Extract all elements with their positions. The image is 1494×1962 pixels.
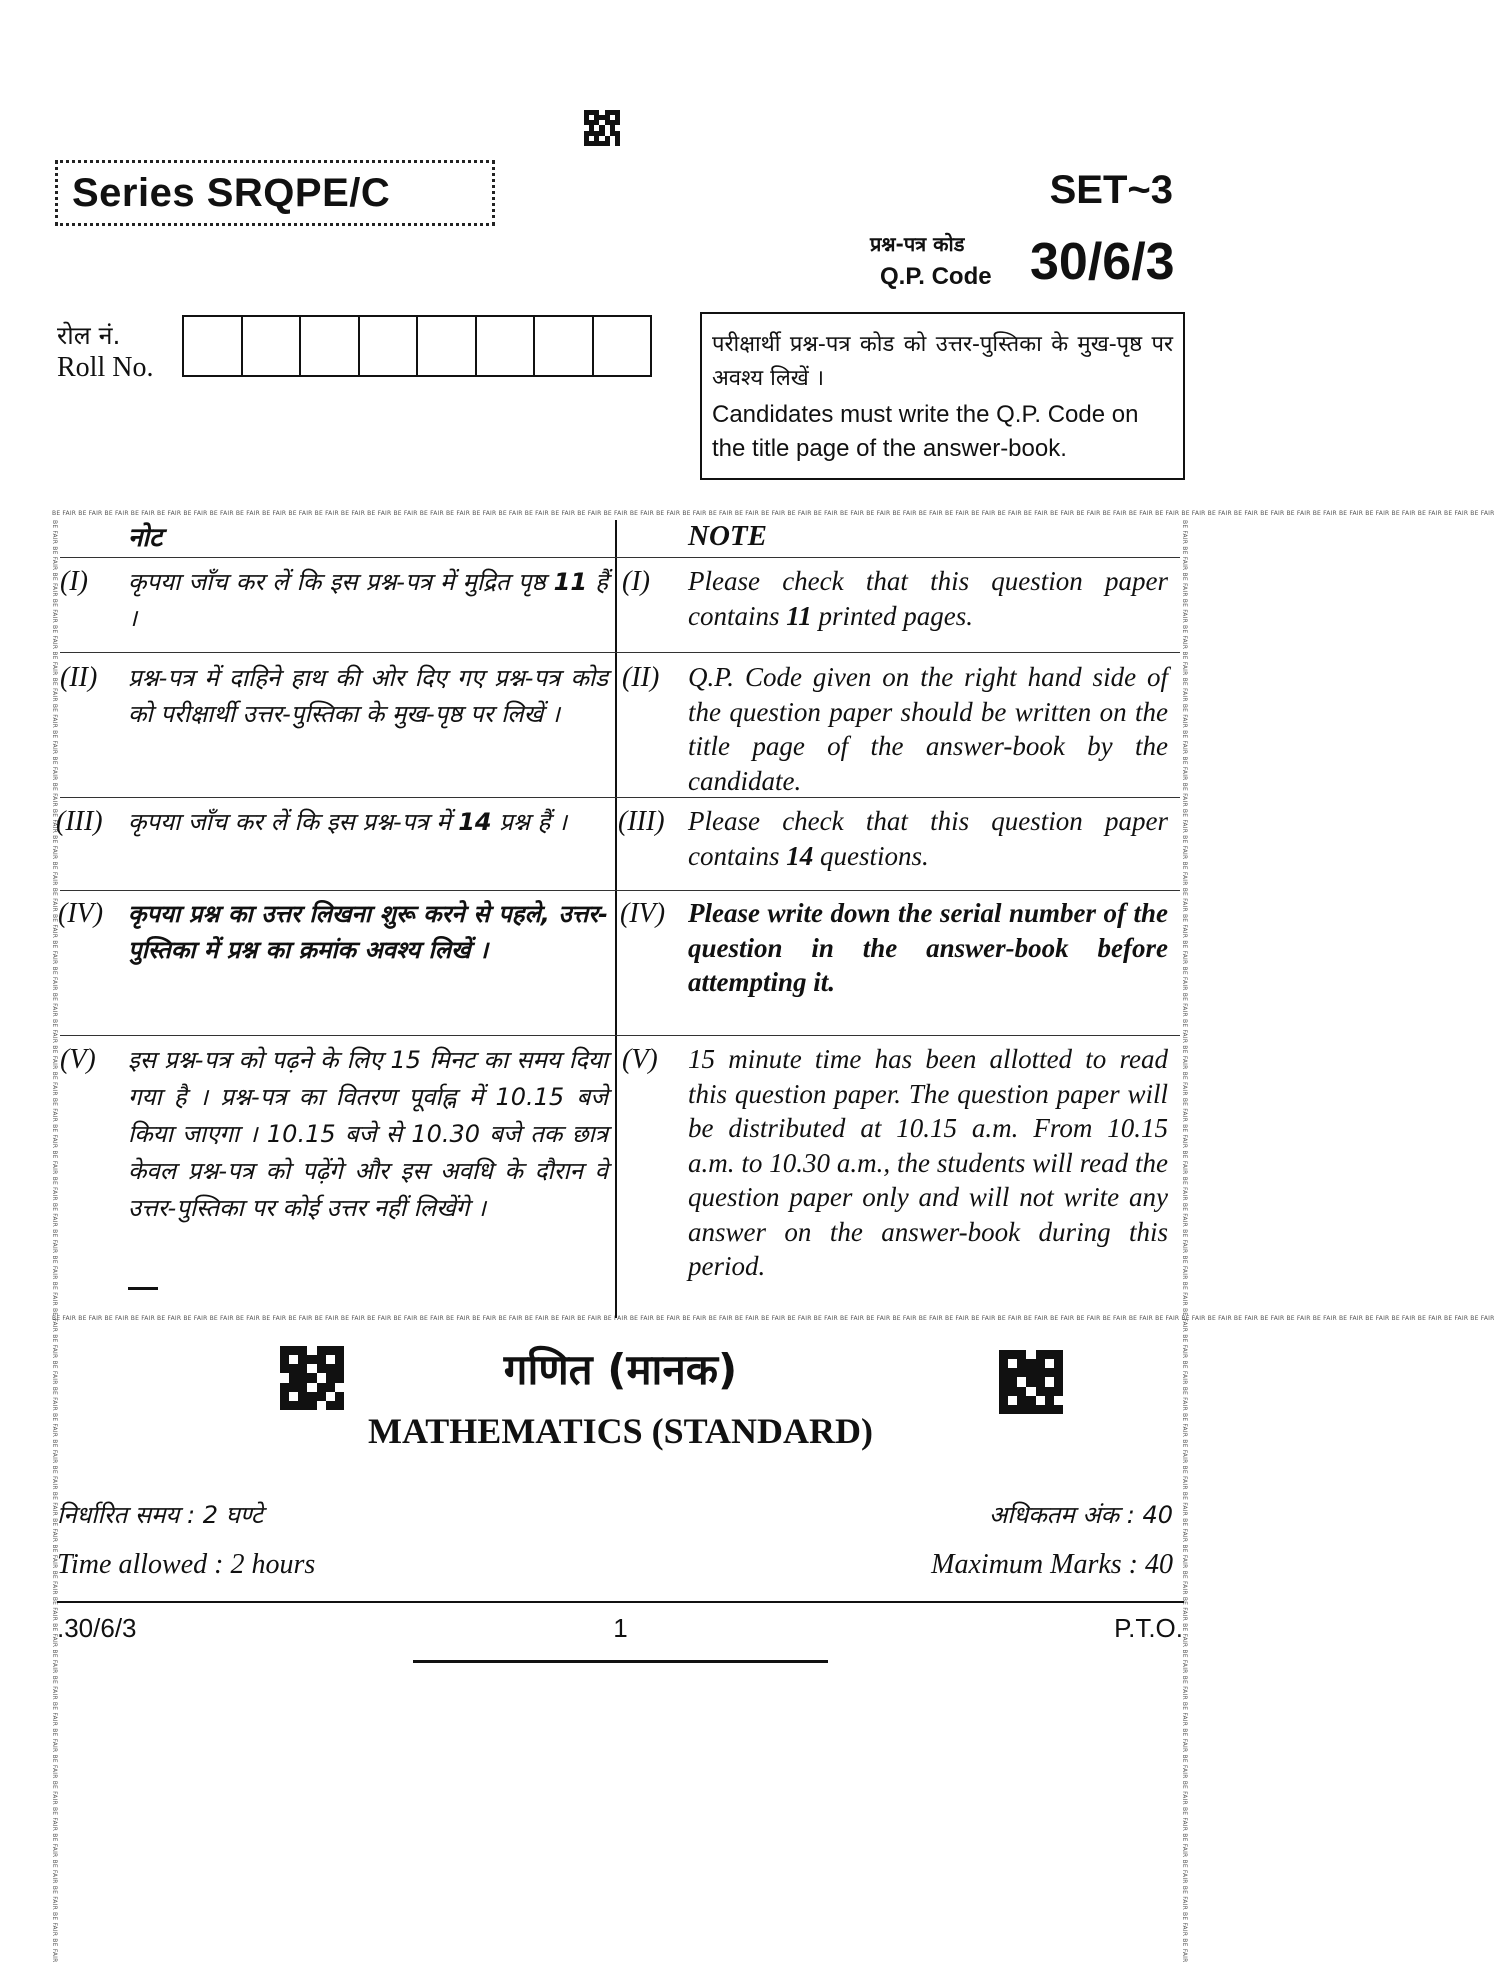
set-label: SET~3 bbox=[1049, 168, 1173, 212]
footer-divider bbox=[57, 1601, 1184, 1603]
roll-label-en: Roll No. bbox=[57, 352, 154, 383]
watermark-border: BE FAIR BE FAIR BE FAIR BE FAIR BE FAIR BE FAIR BE FAIR BE FAIR BE FAIR BE FAIR BE FAIR BE FAIR BE FAIR BE FAIR BE FAIR BE FAIR BE FAIR BE FAIR BE FAIR BE FAIR BE FAIR BE FAIR BE FAIR BE FAIR BE FAIR BE FAIR BE FAIR BE FAIR BE FAIR BE FAIR BE FAIR BE FAIR BE FAIR BE FAIR BE FAIR BE FAIR BE FAIR BE FAIR BE FAIR BE FAIR BE FAIR BE FAIR BE FAIR BE FAIR BE FAIR BE FAIR BE FAIR BE FAIR BE FAIR BE FAIR BE FAIR BE FAIR BE FAIR BE FAIR BE FAIR bbox=[1181, 520, 1188, 1962]
roll-box[interactable] bbox=[301, 315, 360, 377]
row-divider bbox=[60, 557, 1180, 558]
candidate-instruction-box bbox=[700, 312, 1185, 480]
subject-title-en: MATHEMATICS (STANDARD) bbox=[367, 1411, 873, 1451]
roll-box[interactable] bbox=[535, 315, 594, 377]
series-label: Series SRQPE/C bbox=[55, 160, 495, 226]
roll-box[interactable] bbox=[594, 315, 653, 377]
note-item-en: Please check that this question paper contains 14 questions. bbox=[688, 806, 1168, 871]
page-number-underline bbox=[413, 1660, 828, 1663]
item-number: (I) bbox=[60, 566, 88, 597]
candidate-instruction-en: Candidates must write the Q.P. Code on the title page of the answer-book. bbox=[712, 401, 1139, 462]
max-marks-hi: अधिकतम अंक : 40 bbox=[988, 1501, 1173, 1529]
roll-number-boxes[interactable] bbox=[182, 315, 652, 377]
item-number: (III) bbox=[56, 806, 103, 837]
note-item-hi: कृपया जाँच कर लें कि इस प्रश्न-पत्र में 14 प्रश्न हैं । bbox=[128, 808, 567, 836]
row-divider bbox=[60, 652, 1180, 653]
note-heading-hi: नोट bbox=[128, 523, 163, 553]
subject-title-hi: गणित (मानक) bbox=[503, 1345, 738, 1394]
pto-label: P.T.O. bbox=[1114, 1613, 1183, 1643]
note-item-en: Please check that this question paper contains 11 printed pages. bbox=[688, 566, 1168, 631]
note-item-hi: कृपया प्रश्न का उत्तर लिखना शुरू करने से पहले, उत्तर-पुस्तिका में प्रश्न का क्रमांक अवश्य लिखें । bbox=[128, 900, 608, 964]
note-item-hi: कृपया जाँच कर लें कि इस प्रश्न-पत्र में मुद्रित पृष्ठ 11 हैं । bbox=[128, 568, 608, 632]
item-number: (II) bbox=[60, 662, 98, 693]
item-number: (V) bbox=[60, 1044, 96, 1075]
roll-label-hi: रोल नं. bbox=[57, 321, 121, 350]
note-item-en: 15 minute time has been allotted to read this question paper. The question paper will be distributed at 10.15 a.m. From 10.15 a.m. to 10.30 a.m., the students will read the question paper only and will not write any answer on the answer-book during this period. bbox=[688, 1044, 1168, 1281]
column-divider bbox=[615, 520, 617, 1318]
time-allowed-hi: निर्धारित समय : 2 घण्टे bbox=[57, 1501, 264, 1529]
roll-box[interactable] bbox=[477, 315, 536, 377]
candidate-instruction-hi: परीक्षार्थी प्रश्न-पत्र कोड को उत्तर-पुस्तिका के मुख-पृष्ठ पर अवश्य लिखें । bbox=[712, 332, 1173, 391]
qr-code-icon bbox=[584, 110, 620, 146]
qp-code-label-en: Q.P. Code bbox=[880, 263, 992, 290]
row-divider bbox=[60, 890, 1180, 891]
item-number: (II) bbox=[622, 662, 660, 693]
row-divider bbox=[60, 1035, 1180, 1036]
note-item-en: Q.P. Code given on the right hand side of the question paper should be written on the title page of the answer-book by the candidate. bbox=[688, 662, 1168, 796]
watermark-border: BE FAIR BE FAIR BE FAIR BE FAIR BE FAIR BE FAIR BE FAIR BE FAIR BE FAIR BE FAIR BE FAIR BE FAIR BE FAIR BE FAIR BE FAIR BE FAIR BE FAIR BE FAIR BE FAIR BE FAIR BE FAIR BE FAIR BE FAIR BE FAIR BE FAIR BE FAIR BE FAIR BE FAIR BE FAIR BE FAIR BE FAIR BE FAIR BE FAIR BE FAIR BE FAIR BE FAIR BE FAIR BE FAIR BE FAIR BE FAIR BE FAIR BE FAIR BE FAIR BE FAIR BE FAIR BE FAIR BE FAIR BE FAIR BE FAIR BE FAIR BE FAIR BE FAIR BE FAIR BE FAIR BE FAIR bbox=[52, 1315, 1494, 1322]
watermark-border: BE FAIR BE FAIR BE FAIR BE FAIR BE FAIR BE FAIR BE FAIR BE FAIR BE FAIR BE FAIR BE FAIR BE FAIR BE FAIR BE FAIR BE FAIR BE FAIR BE FAIR BE FAIR BE FAIR BE FAIR BE FAIR BE FAIR BE FAIR BE FAIR BE FAIR BE FAIR BE FAIR BE FAIR BE FAIR BE FAIR BE FAIR BE FAIR BE FAIR BE FAIR BE FAIR BE FAIR BE FAIR BE FAIR BE FAIR BE FAIR BE FAIR BE FAIR BE FAIR BE FAIR BE FAIR BE FAIR BE FAIR BE FAIR BE FAIR BE FAIR BE FAIR BE FAIR BE FAIR BE FAIR BE FAIR bbox=[51, 520, 58, 1962]
item-number: (IV) bbox=[620, 898, 666, 929]
time-allowed-en: Time allowed : 2 hours bbox=[57, 1549, 316, 1580]
item-number: (IV) bbox=[58, 898, 104, 929]
roll-box[interactable] bbox=[182, 315, 243, 377]
max-marks-en: Maximum Marks : 40 bbox=[931, 1549, 1173, 1580]
item-number: (V) bbox=[622, 1044, 658, 1075]
note-item-hi: इस प्रश्न-पत्र को पढ़ने के लिए 15 मिनट का समय दिया गया है । प्रश्न-पत्र का वितरण पूर्वाह्न में 10.15 बजे किया जाएगा । 10.15 बजे से 10.30 बजे तक छात्र केवल प्रश्न-पत्र को पढ़ेंगे और इस अवधि के दौरान वे उत्तर-पुस्तिका पर कोई उत्तर नहीं लिखेंगे । bbox=[128, 1046, 608, 1222]
note-heading-en: NOTE bbox=[688, 520, 767, 552]
dash-mark bbox=[128, 1287, 158, 1290]
roll-box[interactable] bbox=[418, 315, 477, 377]
note-item-en: Please write down the serial number of the question in the answer-book before attempting it. bbox=[688, 898, 1168, 997]
item-number: (I) bbox=[622, 566, 650, 597]
page-number: 1 bbox=[613, 1613, 628, 1643]
qp-code-label-hi: प्रश्न-पत्र कोड bbox=[870, 232, 965, 256]
qp-code: 30/6/3 bbox=[1030, 233, 1175, 291]
note-item-hi: प्रश्न-पत्र में दाहिने हाथ की ओर दिए गए प्रश्न-पत्र कोड को परीक्षार्थी उत्तर-पुस्तिका के मुख-पृष्ठ पर लिखें । bbox=[128, 664, 608, 728]
item-number: (III) bbox=[618, 806, 665, 837]
watermark-border: BE FAIR BE FAIR BE FAIR BE FAIR BE FAIR BE FAIR BE FAIR BE FAIR BE FAIR BE FAIR BE FAIR BE FAIR BE FAIR BE FAIR BE FAIR BE FAIR BE FAIR BE FAIR BE FAIR BE FAIR BE FAIR BE FAIR BE FAIR BE FAIR BE FAIR BE FAIR BE FAIR BE FAIR BE FAIR BE FAIR BE FAIR BE FAIR BE FAIR BE FAIR BE FAIR BE FAIR BE FAIR BE FAIR BE FAIR BE FAIR BE FAIR BE FAIR BE FAIR BE FAIR BE FAIR BE FAIR BE FAIR BE FAIR BE FAIR BE FAIR BE FAIR BE FAIR BE FAIR BE FAIR BE FAIR bbox=[52, 510, 1494, 517]
roll-box[interactable] bbox=[243, 315, 302, 377]
roll-box[interactable] bbox=[360, 315, 419, 377]
footer-code: .30/6/3 bbox=[57, 1613, 137, 1643]
